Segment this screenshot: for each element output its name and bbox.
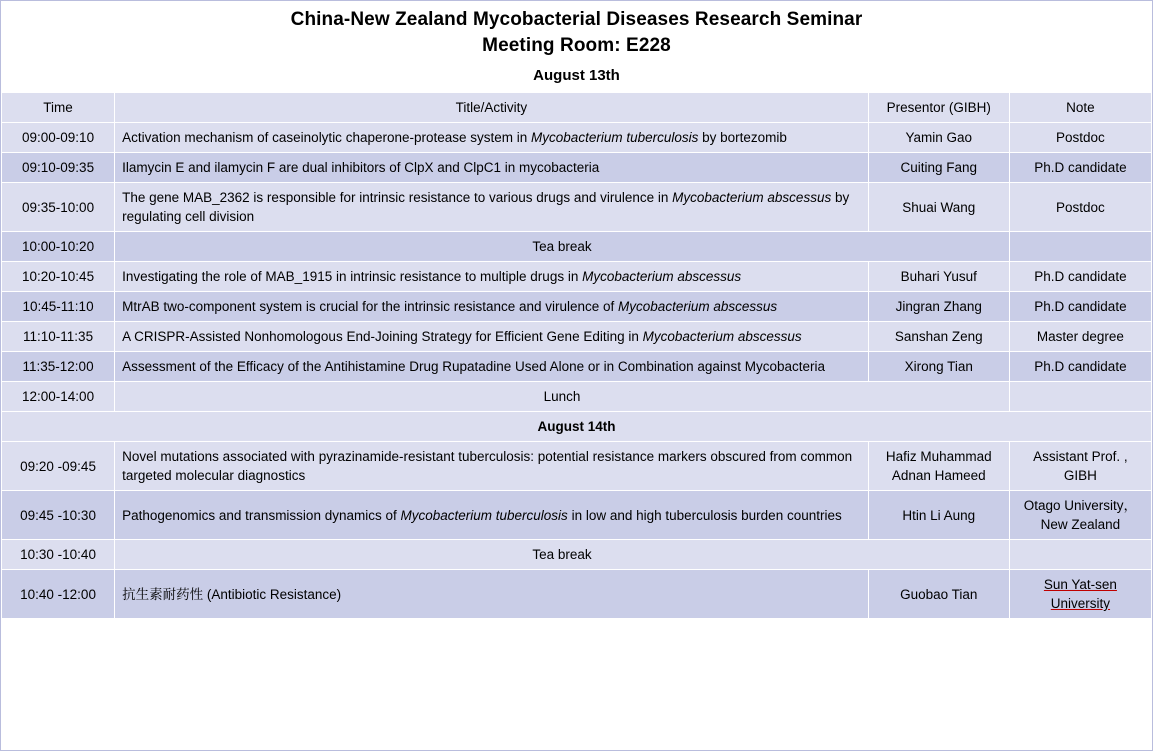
species-name: Mycobacterium tuberculosis — [400, 507, 568, 523]
cell-time: 11:10-11:35 — [2, 322, 115, 352]
cell-note: Ph.D candidate — [1009, 352, 1151, 382]
cell-note: Ph.D candidate — [1009, 292, 1151, 322]
cell-presenter: Jingran Zhang — [868, 292, 1009, 322]
cell-note: Otago University，New Zealand — [1009, 491, 1151, 540]
cell-break-label: Lunch — [115, 382, 1010, 412]
column-header-presenter: Presentor (GIBH) — [868, 93, 1009, 123]
cell-title — [115, 292, 869, 322]
cell-presenter: Yamin Gao — [868, 123, 1009, 153]
cell-time: 11:35-12:00 — [2, 352, 115, 382]
table-row-break — [2, 382, 1152, 412]
title-text-post: in low and high tuberculosis burden countries — [567, 507, 842, 523]
cell-time: 10:40 -12:00 — [2, 570, 115, 619]
cell-time: 12:00-14:00 — [2, 382, 115, 412]
cell-time: 09:00-09:10 — [2, 123, 115, 153]
cell-time: 10:30 -10:40 — [2, 540, 115, 570]
table-header-row — [2, 93, 1152, 123]
cell-title — [115, 352, 869, 382]
seminar-title: China-New Zealand Mycobacterial Diseases Research Seminar — [290, 9, 863, 30]
title-text: A CRISPR-Assisted Nonhomologous End-Joining Strategy for Efficient Gene Editing in — [122, 329, 643, 344]
species-name: Mycobacterium abscessus — [618, 299, 778, 314]
cell-title — [115, 322, 869, 352]
table-row — [2, 292, 1152, 322]
cell-title — [115, 491, 869, 540]
cell-title — [115, 262, 869, 292]
species-name: Mycobacterium tuberculosis — [531, 130, 699, 145]
cell-note: Assistant Prof. , GIBH — [1009, 442, 1151, 491]
cell-presenter: Sanshan Zeng — [868, 322, 1009, 352]
cell-time: 10:00-10:20 — [2, 232, 115, 262]
day-heading-row — [2, 412, 1152, 442]
table-row-break — [2, 232, 1152, 262]
table-row — [2, 123, 1152, 153]
schedule-table — [1, 92, 1152, 619]
cell-note: Ph.D candidate — [1009, 153, 1151, 183]
title-text: Activation mechanism of caseinolytic chaperone-protease system in — [122, 130, 532, 145]
cell-time: 09:35-10:00 — [2, 183, 115, 232]
title-text: The gene MAB_2362 is responsible for intrinsic resistance to various drugs and virulence in — [122, 190, 673, 205]
cell-note: Postdoc — [1009, 123, 1151, 153]
title-text-post: by bortezomib — [698, 130, 787, 145]
table-row — [2, 183, 1152, 232]
table-row — [2, 322, 1152, 352]
university-name: Sun Yat-sen University — [1043, 577, 1117, 611]
cell-note: Ph.D candidate — [1009, 262, 1151, 292]
table-row — [2, 352, 1152, 382]
cell-title — [115, 442, 869, 491]
table-row — [2, 570, 1152, 619]
species-name: Mycobacterium abscessus — [642, 329, 802, 344]
date-heading-day2: August 14th — [2, 412, 1152, 442]
cell-note — [1009, 232, 1151, 262]
table-row — [2, 153, 1152, 183]
cell-title — [115, 570, 869, 619]
table-row — [2, 262, 1152, 292]
title-text: MtrAB two-component system is crucial for the intrinsic resistance and virulence of — [122, 299, 619, 314]
column-header-time: Time — [2, 93, 115, 123]
title-text: Investigating the role of MAB_1915 in intrinsic resistance to multiple drugs in — [122, 269, 583, 284]
cell-presenter: Hafiz Muhammad Adnan Hameed — [868, 442, 1009, 491]
date-heading-day1: August 13th — [533, 67, 620, 84]
column-header-note: Note — [1009, 93, 1151, 123]
table-row — [2, 442, 1152, 491]
cell-presenter: Xirong Tian — [868, 352, 1009, 382]
title-text: 抗生素耐药性 (Antibiotic Resistance) — [122, 586, 342, 602]
title-block — [1, 1, 1152, 59]
column-header-title: Title/Activity — [115, 93, 869, 123]
cell-time: 10:20-10:45 — [2, 262, 115, 292]
title-text: Pathogenomics and transmission dynamics of — [122, 507, 401, 523]
cell-presenter: Cuiting Fang — [868, 153, 1009, 183]
cell-break-label: Tea break — [115, 540, 1010, 570]
table-row-break — [2, 540, 1152, 570]
cell-presenter: Guobao Tian — [868, 570, 1009, 619]
table-row — [2, 491, 1152, 540]
title-text: Novel mutations associated with pyrazinamide-resistant tuberculosis: potential resistance markers obscured from common targeted molecular diagnostics — [122, 449, 853, 483]
cell-note: Master degree — [1009, 322, 1151, 352]
title-text: Ilamycin E and ilamycin F are dual inhibitors of ClpX and ClpC1 in mycobacteria — [122, 160, 600, 175]
cell-time: 09:10-09:35 — [2, 153, 115, 183]
species-name: Mycobacterium abscessus — [582, 269, 742, 284]
cell-time: 09:45 -10:30 — [2, 491, 115, 540]
cell-break-label: Tea break — [115, 232, 1010, 262]
species-name: Mycobacterium abscessus — [672, 190, 832, 205]
cell-title — [115, 183, 869, 232]
meeting-room: Meeting Room: E228 — [482, 35, 671, 56]
cell-time: 09:20 -09:45 — [2, 442, 115, 491]
title-text: Assessment of the Efficacy of the Antihistamine Drug Rupatadine Used Alone or in Combination against Mycobacteria — [122, 359, 825, 374]
cell-presenter: Shuai Wang — [868, 183, 1009, 232]
cell-title — [115, 153, 869, 183]
cell-note: Postdoc — [1009, 183, 1151, 232]
cell-note — [1009, 570, 1151, 619]
cell-title — [115, 123, 869, 153]
cell-presenter: Htin Li Aung — [868, 491, 1009, 540]
cell-time: 10:45-11:10 — [2, 292, 115, 322]
cell-note — [1009, 382, 1151, 412]
title-text-post: by regulating cell division — [122, 190, 850, 224]
cell-note — [1009, 540, 1151, 570]
cell-presenter: Buhari Yusuf — [868, 262, 1009, 292]
